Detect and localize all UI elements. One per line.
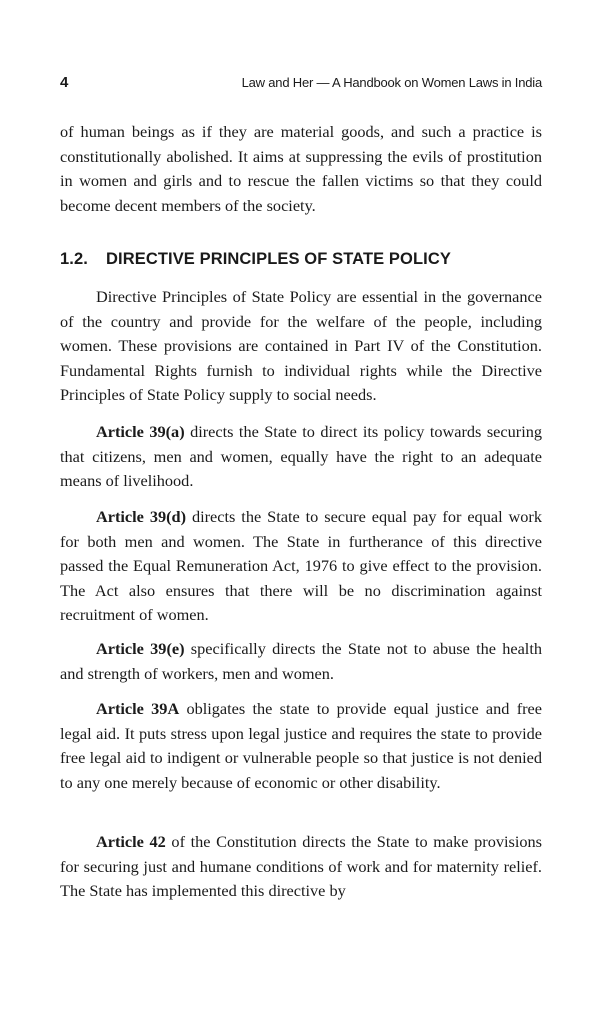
article-text: of the Constitution directs the State to make provisions for securing just and humane conditions of work and for maternity relief. The State has implemented this directive by bbox=[60, 832, 542, 900]
article-text: specifically directs the State not to abuse the health and strength of workers, men and women. bbox=[60, 639, 542, 683]
article-text: obligates the state to provide equal justice and free legal aid. It puts stress upon legal justice and requires the state to provide free legal aid to indigent or vulnerable people so that justice is not denied to any one merely because of economic or other disability. bbox=[60, 699, 542, 792]
article-paragraph-42 bbox=[60, 830, 542, 904]
article-label: Article 39(d) bbox=[96, 507, 187, 526]
section-heading bbox=[60, 250, 542, 269]
book-title: Law and Her — A Handbook on Women Laws in India bbox=[241, 75, 542, 90]
article-paragraph-39a bbox=[60, 420, 542, 494]
article-label: Article 39A bbox=[96, 699, 180, 718]
page-number: 4 bbox=[60, 74, 69, 91]
article-label: Article 42 bbox=[96, 832, 166, 851]
article-label: Article 39(a) bbox=[96, 422, 185, 441]
section-title: DIRECTIVE PRINCIPLES OF STATE POLICY bbox=[106, 250, 451, 268]
section-number: 1.2. bbox=[60, 250, 88, 268]
article-paragraph-39d bbox=[60, 505, 542, 628]
running-header bbox=[60, 74, 542, 94]
article-text: directs the State to secure equal pay for equal work for both men and women. The State in furtherance of this directive passed the Equal Remuneration Act, 1976 to give effect to the provision. The Act also ensures that there will be no discrimination against recruitment of women. bbox=[60, 507, 542, 624]
continued-paragraph: of human beings as if they are material goods, and such a practice is constitutionally abolished. It aims at suppressing the evils of prostitution in women and girls and to rescue the fallen victims so that they could become decent members of the society. bbox=[60, 122, 542, 215]
article-text: directs the State to direct its policy towards securing that citizens, men and women, equally have the right to an adequate means of livelihood. bbox=[60, 422, 542, 490]
article-paragraph-39e bbox=[60, 637, 542, 686]
article-paragraph-39A bbox=[60, 697, 542, 795]
article-label: Article 39(e) bbox=[96, 639, 185, 658]
intro-paragraph: Directive Principles of State Policy are essential in the governance of the country and provide for the welfare of the people, including women. These provisions are contained in Part IV of the Constitution. Fundamental Rights furnish to individual rights while the Directive Principles of State Policy supply to social needs. bbox=[60, 287, 542, 404]
